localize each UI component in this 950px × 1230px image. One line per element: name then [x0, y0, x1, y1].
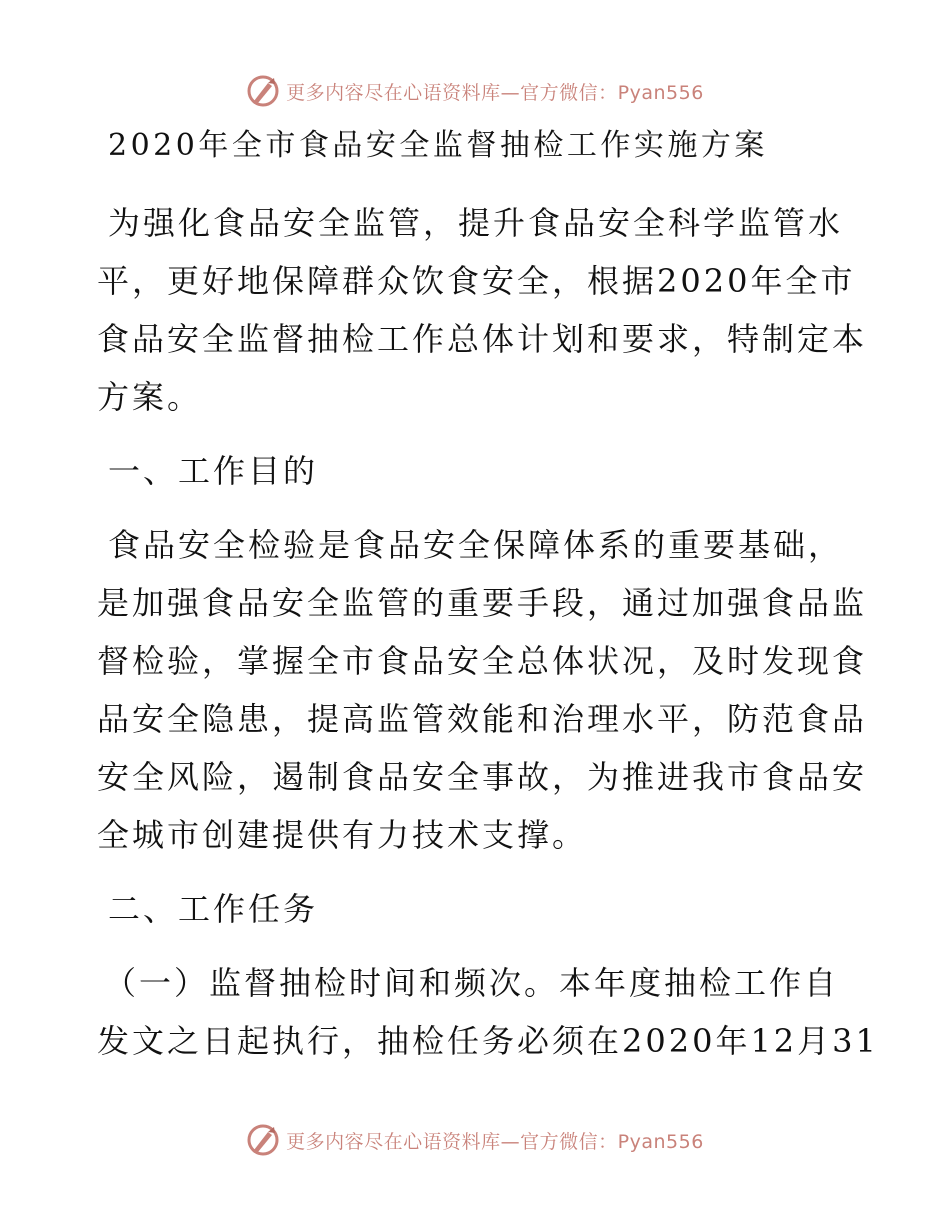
- paragraph-line: 为强化食品安全监管，提升食品安全科学监管水: [108, 204, 844, 242]
- quill-logo-icon: [246, 74, 280, 108]
- section-heading: 二、工作任务: [108, 890, 319, 928]
- watermark-footer: [0, 1120, 950, 1160]
- watermark-text: 更多内容尽在心语资料库—官方微信：Pyan556: [286, 1130, 704, 1153]
- paragraph-line: 平，更好地保障群众饮食安全，根据2020年全市: [97, 262, 856, 300]
- page-title: 2020年全市食品安全监督抽检工作实施方案: [108, 128, 768, 163]
- quill-logo-icon: [246, 1123, 280, 1157]
- paragraph-line: 食品安全检验是食品安全保障体系的重要基础，: [108, 526, 844, 564]
- paragraph-line: 督检验，掌握全市食品安全总体状况，及时发现食: [97, 642, 868, 680]
- paragraph-line: 安全风险，遏制食品安全事故，为推进我市食品安: [97, 758, 868, 796]
- watermark-header: [0, 71, 950, 111]
- paragraph-line: 方案。: [97, 378, 203, 416]
- paragraph-line: 品安全隐患，提高监管效能和治理水平，防范食品: [97, 700, 868, 738]
- paragraph-line: 全城市创建提供有力技术支撑。: [97, 816, 588, 854]
- paragraph-line: 发文之日起执行，抽检任务必须在2020年12月31: [97, 1022, 879, 1060]
- paragraph-line: 是加强食品安全监管的重要手段，通过加强食品监: [97, 584, 868, 622]
- section-heading: 一、工作目的: [108, 452, 319, 490]
- paragraph-line: 食品安全监督抽检工作总体计划和要求，特制定本: [97, 320, 868, 358]
- watermark-text: 更多内容尽在心语资料库—官方微信：Pyan556: [286, 81, 704, 104]
- paragraph-line: （一）监督抽检时间和频次。本年度抽检工作自: [104, 964, 840, 1002]
